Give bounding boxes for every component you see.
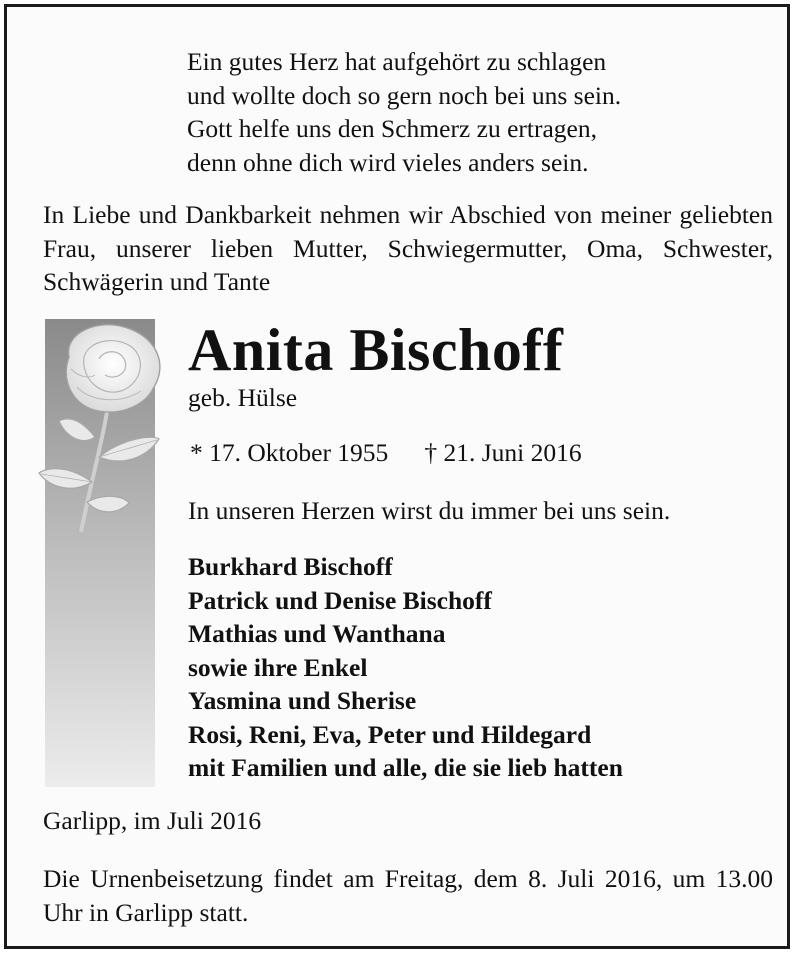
motto: In unseren Herzen wirst du immer bei uns sein. [188,496,671,525]
mourner: Burkhard Bischoff [188,552,393,581]
mourner: sowie ihre Enkel [188,652,368,682]
rose-icon [29,317,179,547]
poem-line: und wollte doch so gern noch bei uns sein. [187,80,622,110]
poem [187,45,621,179]
place-date: Garlipp, im Juli 2016 [43,806,262,835]
poem-line: denn ohne dich wird vieles anders sein. [187,147,589,177]
obituary-frame [4,4,790,949]
mourners-list [188,550,623,785]
mourner: Patrick und Denise Bischoff [188,585,492,615]
death-date: † 21. Juni 2016 [424,438,582,467]
intro-text: In Liebe und Dankbarkeit nehmen wir Abschied von meiner geliebten Frau, unserer lieben Mutter, Schwiegermutter, Oma, Schwester, Schwägerin und Tante [43,200,773,296]
mourner: Mathias und Wanthana [188,619,446,648]
funeral-notice: Die Urnenbeisetzung findet am Freitag, dem 8. Juli 2016, um 13.00 Uhr in Garlipp statt. [43,864,773,927]
mourner: Yasmina und Sherise [188,686,417,715]
maiden-name: geb. Hülse [188,383,298,412]
mourner: Rosi, Reni, Eva, Peter und Hildegard [188,719,592,749]
poem-line: Ein gutes Herz hat aufgehört zu schlagen [187,47,607,76]
mourner: mit Familien und alle, die sie lieb hatten [188,753,623,782]
poem-line: Gott helfe uns den Schmerz zu ertragen, [187,114,597,143]
birth-date: * 17. Oktober 1955 [190,438,389,467]
life-dates [190,437,582,469]
deceased-name: Anita Bischoff [188,317,564,383]
